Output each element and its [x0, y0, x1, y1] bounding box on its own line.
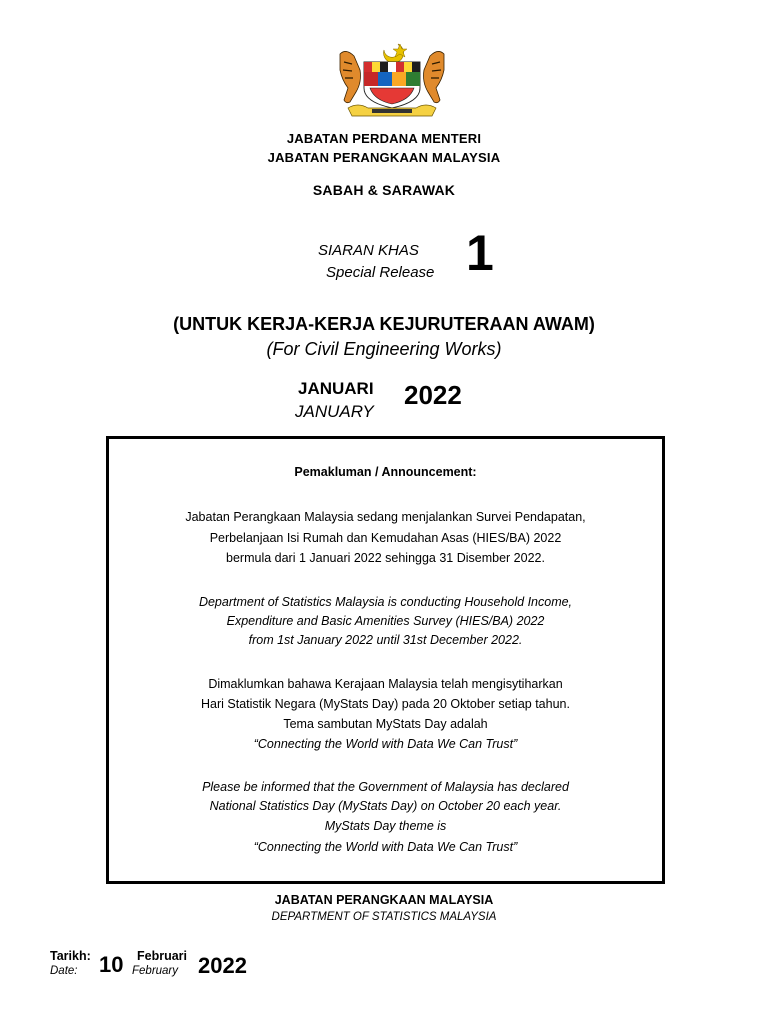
- period-month-ms: JANUARI: [298, 379, 374, 398]
- footer-department-ms: JABATAN PERANGKAAN MALAYSIA: [274, 893, 494, 907]
- title-en: (For Civil Engineering Works): [266, 339, 502, 359]
- para2-en-line: MyStats Day theme is: [324, 819, 447, 833]
- release-label-ms: SIARAN KHAS: [318, 242, 419, 259]
- release-label-en: Special Release: [326, 264, 435, 281]
- date-month-en: February: [132, 965, 179, 977]
- para2-en-line: Please be informed that the Government of Malaysia has declared: [202, 780, 569, 794]
- period-month-en: JANUARY: [295, 402, 374, 421]
- malaysia-coat-of-arms-icon: [334, 40, 450, 122]
- para1-ms-line: Perbelanjaan Isi Rumah dan Kemudahan Asas (HIES/BA) 2022: [209, 531, 562, 545]
- para2-ms-line: Dimaklumkan bahawa Kerajaan Malaysia telah mengisytiharkan: [208, 677, 563, 691]
- para1-en-line: Department of Statistics Malaysia is conducting Household Income,: [198, 595, 573, 609]
- date-day: 10: [99, 952, 124, 977]
- para2-en-line: National Statistics Day (MyStats Day) on October 20 each year.: [209, 799, 562, 813]
- department-name: JABATAN PERANGKAAN MALAYSIA: [267, 150, 501, 165]
- date-year: 2022: [198, 953, 247, 978]
- para2-ms-line: “Connecting the World with Data We Can Trust”: [253, 737, 518, 751]
- para1-ms-line: Jabatan Perangkaan Malaysia sedang menjalankan Survei Pendapatan,: [185, 510, 586, 524]
- region-name: SABAH & SARAWAK: [312, 182, 456, 198]
- title-ms: (UNTUK KERJA-KERJA KEJURUTERAAN AWAM): [173, 314, 595, 334]
- para1-ms-line: bermula dari 1 Januari 2022 sehingga 31 Disember 2022.: [226, 551, 545, 565]
- para2-ms-line: Tema sambutan MyStats Day adalah: [283, 717, 488, 731]
- release-number: 1: [466, 225, 494, 281]
- announcement-heading: Pemakluman / Announcement:: [294, 465, 477, 479]
- ministry-name: JABATAN PERDANA MENTERI: [286, 131, 482, 146]
- date-month-ms: Februari: [137, 949, 188, 963]
- para1-en-line: Expenditure and Basic Amenities Survey (HIES/BA) 2022: [226, 614, 545, 628]
- date-label-en: Date:: [50, 965, 78, 977]
- para1-en-line: from 1st January 2022 until 31st December 2022.: [248, 633, 523, 647]
- para2-ms-line: Hari Statistik Negara (MyStats Day) pada 20 Oktober setiap tahun.: [201, 697, 570, 711]
- footer-department-en: DEPARTMENT OF STATISTICS MALAYSIA: [271, 911, 497, 923]
- date-label-ms: Tarikh:: [50, 949, 91, 963]
- period-year: 2022: [404, 380, 462, 410]
- announcement-box: [106, 436, 665, 884]
- para2-en-line: “Connecting the World with Data We Can Trust”: [253, 840, 518, 854]
